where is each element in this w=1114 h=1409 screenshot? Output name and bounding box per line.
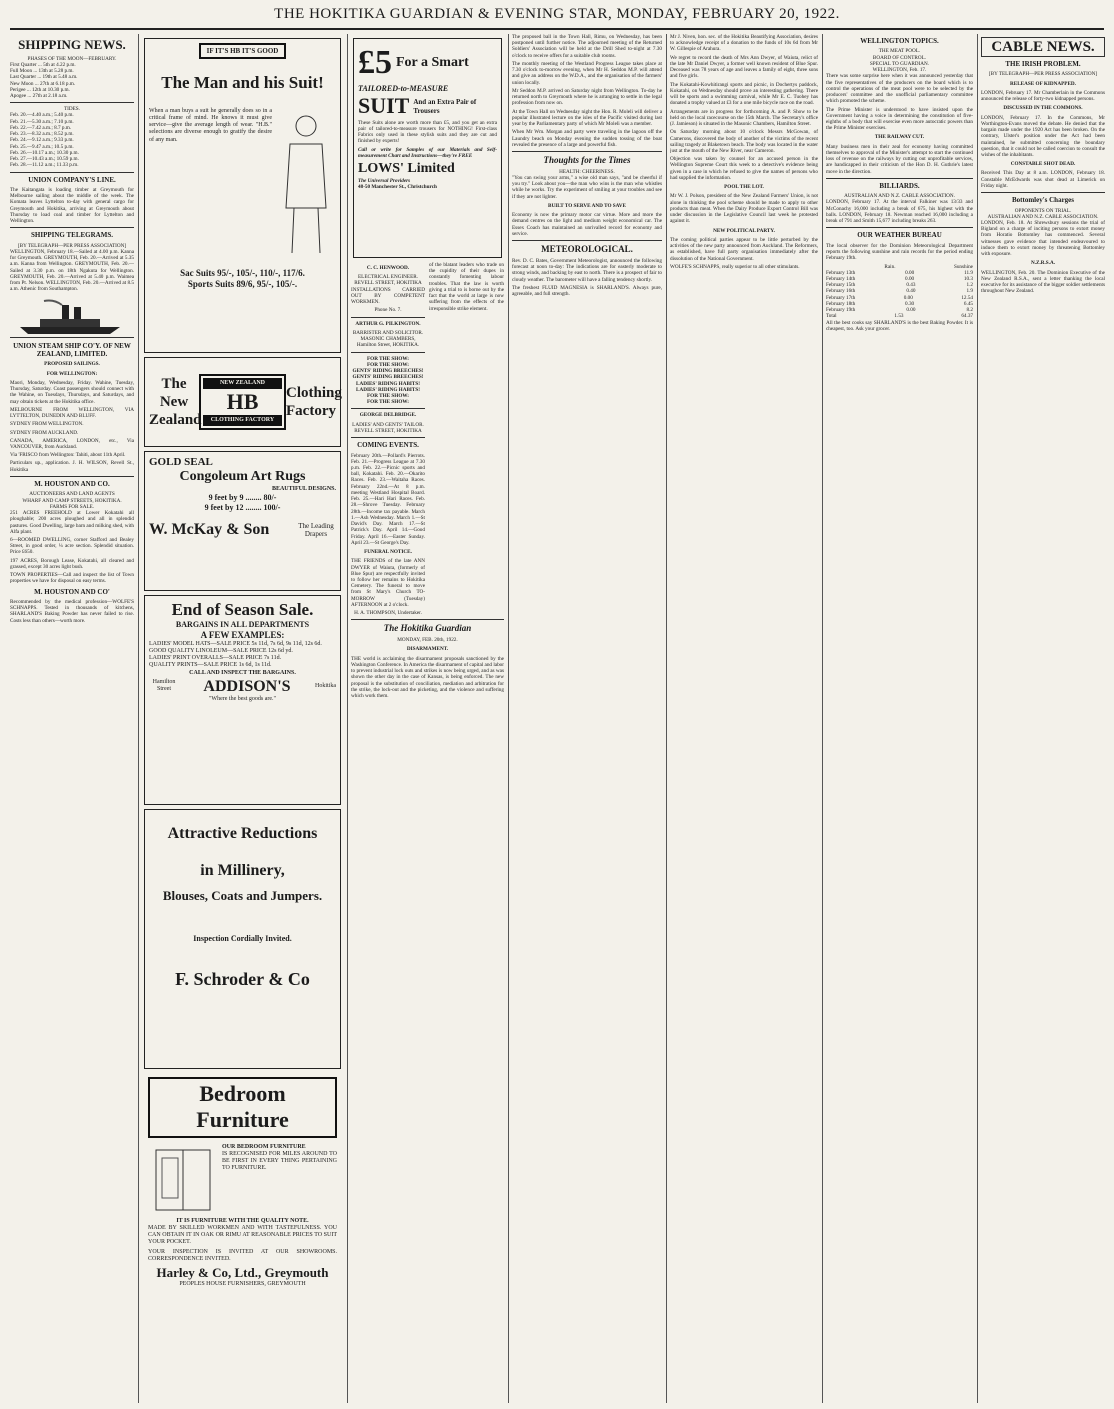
lows-tailored: TAILORED-to-MEASURE <box>358 83 449 93</box>
coming-events-text: February 20th.—Pollard's Pierrots. Feb. 21.—Progress League at 7.30 p.m. Feb. 22.—Picnic sports and ball, Kokatahi. Feb. 20.—Okarito Races. Feb. 23.—Waitaha Races. February 22nd.—At 8 p.m. meeting Westland Hospital Board. Feb. 25.—Hari Hari Races. Feb. 28.—Shrove Tuesday. February 28th.—Income tax payable. March 1.—Ash Wednesday. March 1.—St David's Day. March 17.—St Patrick's Day. April 14.—Good Friday. April 16.—Easter Sunday. April 23.—St George's Day. <box>351 452 425 546</box>
hb-tagline: IF IT'S HB IT'S GOOD <box>199 43 287 59</box>
table-cell: 12.54 <box>961 294 973 301</box>
addisons-name: ADDISON'S <box>203 677 291 695</box>
moon-phase-line: New Moon ... 27th at 6.18 p.m. <box>10 80 76 87</box>
column-rule <box>508 34 509 1403</box>
shipping-news-heading: SHIPPING NEWS. <box>18 37 126 52</box>
show-line: LADIES' RIDING HABITS! <box>356 386 420 393</box>
wolfes-text: WOLFE'S SCHNAPPS, really superior to all other stimulants. <box>670 263 800 270</box>
meteorological-text: Rev. D. C. Bates, Government Meteorologist, announced the following forecast at noon to-day: The indications are for easterly moderate to strong winds, and backing by east to north. There is a prospect of fair to cloudy weather. The barometer will have a falling tendency shortly. <box>512 257 662 283</box>
tides-heading: TIDES. <box>64 106 80 113</box>
henwood-address: REVELL STREET, HOKITIKA <box>354 280 422 287</box>
show-line: GENTS' RIDING BREECHES! <box>352 374 424 381</box>
lows-name: LOWS' Limited <box>358 161 455 177</box>
show-line: LADIES' RIDING HABITS! <box>356 380 420 387</box>
news-item: On Saturday morning about 10 o'clock Messrs McGowan, of Camerons, discovered the body of another of the victims of the recent sailing tragedy at Blaketown beach. The body was located in the water just at the mouth of the New River, near Cameron. <box>670 129 818 154</box>
table-cell: 1.53 <box>894 313 904 320</box>
news-item: The proposed ball in the Town Hall, Rimu, on Wednesday, has been postponed until further notice. The adjourned meeting of the Returned Soldiers' Association will be held at the Drill Shed to-night at 7.30 o'clock to receive offers for a suitable club rooms. <box>512 34 662 59</box>
henwood-heading: C. C. HENWOOD. <box>366 265 410 271</box>
mckay-shop: W. McKay & Son <box>149 521 270 539</box>
lows-suit-ad <box>353 38 502 258</box>
editorial-continuation: of the blatant leaders who trade on the cupidity of their dupes in constantly fomenting labour troubles. That the law is worth giving a trial to is borne out by the fact that the world at large is now suffering from the effects of the irresponsible strike element. <box>429 262 504 312</box>
tide-line: Feb. 28.—11.12 a.m.; 11.33 p.m. <box>10 162 79 169</box>
divider <box>10 172 134 173</box>
tide-line: Feb. 24.—9.12 a.m.; 9.33 p.m. <box>10 137 74 144</box>
guardian-date: MONDAY, FEB. 20th, 1922. <box>397 637 458 644</box>
column-rule <box>822 34 823 1403</box>
tide-line: Feb. 26.—10.17 a.m.; 10.30 p.m. <box>10 149 79 156</box>
masthead: THE HOKITIKA GUARDIAN & EVENING STAR, MONDAY, FEBRUARY 20, 1922. <box>10 6 1104 30</box>
addisons-sale-ad <box>144 595 341 805</box>
sharland-text: All the best cooks say SHARLAND'S is the best Baking Powder. It is cheapest, too. Ask your grocer. <box>826 319 973 332</box>
news-item: The monthly meeting of the Westland Progress League takes place at 7.30 o'clock to-morrow evening, when Mr H. Seddon M.P. will attend and give an address on the W.D.A., and the organisation of the farmers' union locally. <box>512 60 662 86</box>
constable-heading: CONSTABLE SHOT DEAD. <box>1010 161 1076 168</box>
henwood-text: INSTALLATIONS CARRIED OUT BY COMPETENT WORKMEN. <box>351 286 425 306</box>
divider <box>351 408 425 409</box>
steamship-illustration <box>10 297 134 338</box>
table-cell: 1.2 <box>966 282 973 289</box>
table-cell: Rain. <box>884 263 896 270</box>
henwood-phone: Phone No. 7. <box>374 307 402 314</box>
table-cell: February 15th <box>826 282 856 289</box>
sale-line: GOOD QUALITY LINOLEUM—SALE PRICE 12s 6d yd. <box>149 647 293 654</box>
lows-address: 48-50 Manchester St., Christchurch <box>358 184 437 191</box>
rug-price-2: 9 feet by 12 ........ 100/- <box>204 502 281 512</box>
show-line: FOR THE SHOW: <box>367 399 409 406</box>
show-line: GENTS' RIDING BREECHES! <box>352 368 424 375</box>
bottomley-text: LONDON, Feb. 18. At Shrewsbury sessions the trial of Bigland on a charge of inciting persons to extort money from Horatio Bottomley has commenced. Several witnesses gave evidence that intended endeavoured to induce them to extort money by threatening Bottomley with exposure. <box>981 220 1105 258</box>
political-text: The coming political parties appear to be little perturbed by the activities of the new party announced from Auckland. The Reformers, as established, have full party organisation immediately after the dissolution of the National Government. <box>670 236 818 262</box>
harley-name: Harley & Co, Ltd., Greymouth <box>156 1264 329 1280</box>
schroder-millinery-ad <box>144 809 341 1069</box>
examples-heading: A FEW EXAMPLES: <box>200 629 285 640</box>
farm-listing: 251 ACRES FREEHOLD at Lower Kokatahi all ploughable; 200 acres ploughed and all in splendid pastures. Good Dwelling, large barn and milking shed, with Alfa plant. <box>10 510 134 535</box>
moon-phase-line: Apogee ... 27th at 2.18 a.m. <box>10 93 68 99</box>
disarmament-heading: DISARMAMENT. <box>406 646 449 653</box>
wellington-topics-heading: WELLINGTON TOPICS. <box>860 37 939 45</box>
bottomley-heading: Bottomley's Charges <box>1011 196 1075 205</box>
bottomley-source: AUSTRALIAN AND N.Z. CABLE ASSOCIATION. <box>987 213 1099 220</box>
moon-phase-line: Perigee ... 12th at 10.30 p.m. <box>10 86 70 93</box>
pool-lot-heading: POOL THE LOT. <box>724 184 764 191</box>
tide-line: Feb. 21.—5.30 a.m.; 7.10 p.m. <box>10 118 74 125</box>
table-cell: 0.30 <box>905 300 915 307</box>
divider <box>351 437 425 438</box>
fluid-magnesia-text: The freshest FLUID MAGNESIA is SHARLAND'S. Always pure, agreeable, and full strength. <box>512 284 662 298</box>
sale-line: LADIES' MODEL HATS—SALE PRICE 5s 11d, 7s 6d, 9s 11d, 12s 6d. <box>149 640 322 647</box>
divider <box>826 227 973 228</box>
news-item: When Mr Wm. Morgan and party were traveling in the lagoon off the Laundry beach on Monday evening the sudden tossing of the boat revealed the presence of a large and powerful fish. <box>512 129 662 148</box>
column-2 <box>142 34 343 1403</box>
weather-text: The local observer for the Dominion Meteorological Department reports the following sunshine and rain records for the period ending February 19th. <box>826 242 973 262</box>
moon-phases-list <box>10 62 134 99</box>
for-wellington-heading: FOR WELLINGTON: <box>46 370 98 377</box>
pilkington-address: MASONIC CHAMBERS, Hamilton Street, HOKITIKA. <box>356 336 420 349</box>
sydney-route: SYDNEY FROM WELLINGTON. <box>10 421 84 428</box>
hb-sports-prices: Sports Suits 89/6, 95/-, 105/-. <box>187 278 298 289</box>
steamship-icon <box>10 297 134 337</box>
addisons-street: Hamilton Street <box>152 679 176 693</box>
lows-extra: And an Extra Pair of Trousers <box>413 98 477 115</box>
weather-table <box>826 264 973 320</box>
undertaker: H. A. THOMPSON, Undertaker. <box>354 610 422 617</box>
news-item: Mr J. Niven, hon. sec. of the Hokitika Beautifying Association, desires to acknowledge receipt of a donation to the funds of 10s 6d from Mr W. Gillespie of Arahura. <box>670 34 818 53</box>
henwood-sub: ELECTRICAL ENGINEER. <box>357 274 419 281</box>
board-heading: BOARD OF CONTROL. <box>872 54 927 61</box>
addisons-town: Hokitika <box>314 682 336 689</box>
blouses-line: Blouses, Coats and Jumpers. <box>162 888 323 904</box>
table-cell: February 19th <box>826 307 856 314</box>
built-text: Economy is now the primary motor car virtue. More and more the demand centres on the light and medium weight economical car. The Essex Coach has maintained an unrivalled record for economy and service. <box>512 212 662 237</box>
schroder-name: F. Schroder & Co <box>175 968 310 989</box>
nzrsa-heading: N.Z.R.S.A. <box>1030 260 1056 267</box>
end-of-season-title: End of Season Sale. <box>171 600 314 619</box>
column-5 <box>670 34 818 1403</box>
furniture-head: OUR BEDROOM FURNITURE <box>222 1143 306 1150</box>
melbourne-route: MELBOURNE FROM WELLINGTON, VIA LYTTELTON, DUNEDIN AND BLUFF. <box>10 406 134 420</box>
hb-suit-ad <box>144 38 341 353</box>
hb-clothing-factory-ad <box>144 357 341 447</box>
news-item: Objection was taken by counsel for an accused person in the Wellington Supreme Court this week to a detective's evidence being given in a case in which he refused to give the names of persons who had supplied the information. <box>670 156 818 181</box>
column-rule <box>666 34 667 1403</box>
thoughts-heading: Thoughts for the Times <box>543 154 631 165</box>
show-line: FOR THE SHOW: <box>367 361 409 368</box>
rug-price-1: 9 feet by 9 ........ 80/- <box>208 493 277 503</box>
divider <box>826 178 973 179</box>
table-cell: 1.9 <box>966 288 973 295</box>
news-item: Mr Seddon M.P. arrived on Saturday night from Wellington. To-day he returned north to Greymouth where he is arranging to settle in the legal profession from now on. <box>512 87 662 107</box>
table-cell: 0.00 <box>903 294 913 301</box>
billiards-text: LONDON, February 17. At the interval Falkiner was 13/33 and McConachy 16,000 including a break of 675, his highest with the balls. LONDON, February 18. Newman reached 16,000 including a break of 791 and Smith 15,677 including breaks 263. <box>826 199 973 225</box>
billiards-source: AUSTRALIAN AND N.Z. CABLE ASSOCIATION. <box>844 193 955 200</box>
weather-heading: OUR WEATHER BUREAU <box>857 231 942 240</box>
bottomley-sub: OPPONENTS ON TRIAL. <box>1014 207 1072 214</box>
table-cell: 8.2 <box>966 307 973 314</box>
lows-providers: The Universal Providers <box>358 177 411 184</box>
show-lines <box>351 356 425 406</box>
table-cell: February 16th <box>826 288 856 295</box>
editorial-text: THE world is acclaiming the disarmament proposals sanctioned by the Washington Conference. In America the disarmament of capital and labor to prevent industrial lock outs and strikes is now being urged, and as was shown the other day in the case of Kansas, is being enforced. The new proposal is the substitution of conciliation, mediation and arbitration for the strike, the lock-out and the picketing, and the violence and suffering which work them. <box>351 655 504 700</box>
lows-for: For a Smart <box>396 55 469 70</box>
acres-listing: 197 ACRES, Borough Lease, Kokatahi, all cleared and grassed, except 30 acres light bush. <box>10 557 134 570</box>
cable-news-heading: CABLE NEWS. <box>981 37 1105 57</box>
table-cell: February 18th <box>826 300 856 307</box>
made-text: MADE BY SKILLED WORKMEN AND WITH TASTEFULNESS. YOU CAN OBTAIN IT IN OAK OR RIMU AT REASONABLE PRICES TO SUIT YOUR POCKET. <box>148 1224 337 1246</box>
telegrams-heading: SHIPPING TELEGRAMS. <box>31 231 113 240</box>
kidnapped-heading: RELEASE OF KIDNAPPED. <box>1010 80 1076 87</box>
special-heading: SPECIAL TO GUARDIAN. <box>869 60 930 67</box>
call-inspect: CALL AND INSPECT THE BARGAINS. <box>189 669 296 676</box>
mckay-tagline: The Leading Drapers <box>298 521 334 538</box>
divider <box>10 227 134 228</box>
tide-line: Feb. 20.—4.40 a.m.; 5.40 p.m. <box>10 112 74 119</box>
delbridge-address: REVELL STREET, HOKITIKA <box>354 427 422 434</box>
table-cell: 10.3 <box>963 275 973 282</box>
sydney-auckland-route: SYDNEY FROM AUCKLAND. <box>10 429 79 436</box>
sale-line: LADIES' PRINT OVERALLS—SALE PRICE 7s 11d. <box>149 655 282 662</box>
table-cell: 64.37 <box>961 313 973 320</box>
column-1 <box>10 34 134 1403</box>
sale-lines <box>149 641 336 670</box>
billiards-heading: BILLIARDS. <box>879 181 920 190</box>
nzrsa-text: WELLINGTON, Feb. 20. The Dominion Executive of the New Zealand R.S.A., sent a letter thanking the local executive for its assistance of the bigger soldier settlements throughout New Zealand. <box>981 269 1105 295</box>
column-rule <box>138 34 139 1403</box>
pilkington-sub: BARRISTER AND SOLICITOR. <box>352 329 424 336</box>
kidnapped-text: LONDON, February 17. Mr Chamberlain in the Commons announced the release of forty-two kidnapped persons. <box>981 89 1105 103</box>
congoleum-title: Congoleum Art Rugs <box>179 469 306 485</box>
gold-seal-rugs-ad <box>144 451 341 591</box>
table-cell: 0.00 <box>906 307 916 314</box>
farms-heading: FARMS FOR SALE. <box>49 503 95 510</box>
column-7 <box>981 34 1105 1403</box>
lows-suit: SUIT <box>358 93 410 119</box>
table-cell: 0.43 <box>906 282 916 289</box>
tides-list <box>10 112 134 168</box>
divider <box>351 317 425 318</box>
table-cell: February 17th <box>826 294 856 301</box>
hb-logo-bottom: CLOTHING FACTORY <box>203 415 282 426</box>
lows-price: £5 <box>358 44 392 81</box>
bargains-heading: BARGAINS IN ALL DEPARTMENTS <box>175 620 310 630</box>
furniture-text: IS RECOGNISED FOR MILES AROUND TO BE FIRST IN EVERY THING PERTAINING TO FURNITURE. <box>222 1150 337 1172</box>
lows-write: Call or write for Samples of our Materials and Self-measurement Chart and Instructions—they're FREE <box>358 146 497 159</box>
divider <box>981 192 1105 193</box>
pilkington-heading: ARTHUR G. PILKINGTON. <box>355 320 421 327</box>
table-cell: 0.00 <box>905 269 915 276</box>
moon-phase-line: Full Moon ... 13th at 5.28 p.m. <box>10 68 74 75</box>
column-6 <box>826 34 973 1403</box>
meteorological-heading: METEOROLOGICAL. <box>541 244 633 255</box>
town-listing: TOWN PROPERTIES—Call and inspect the list of Town properties we have for disposal on easy terms. <box>10 572 134 585</box>
sale-line: QUALITY PRINTS—SALE PRICE 1s 6d, 1s 11d. <box>149 662 272 669</box>
dwelling-listing: 6—ROOMED DWELLING, corner Stafford and Bealey Street, in good order, ¼ acre section. Splendid situation. Price £650. <box>10 536 134 556</box>
reductions-title: Attractive Reductions <box>167 825 318 842</box>
divider <box>512 151 662 152</box>
hb-new-zealand: The New Zealand <box>149 376 202 428</box>
moon-phases-heading: PHASES OF THE MOON—FEBRUARY. <box>27 55 117 62</box>
funeral-heading: FUNERAL NOTICE. <box>364 549 412 556</box>
railway-text: Many business men in their zeal for economy having committed themselves to approval of the Minister's attempt to start the continued loss of revenue on the railways by cutting out unprofitable services, are handicapped in their criticism of the Hon D. H. Guthrie's latest move in the direction. <box>826 143 973 175</box>
show-line: FOR THE SHOW: <box>367 392 409 399</box>
thoughts-text: "You can swing your arms," a wise old man says, "and be cheerful if you try." Look about you—the man who wins is the man who whistles while he works. Try the experiment of smiling at your troubles and see if they are not lighter. <box>512 175 662 200</box>
harley-furniture-ad <box>144 1073 341 1311</box>
addisons-where: "Where the best goods are." <box>208 695 277 702</box>
hb-logo <box>199 374 286 431</box>
tide-line: Feb. 25.—9.47 a.m.; 10.5 p.m. <box>10 143 74 150</box>
quality-note: IT IS FURNITURE WITH THE QUALITY NOTE. <box>176 1217 309 1224</box>
coming-events-heading: COMING EVENTS. <box>357 441 419 450</box>
show-line: FOR THE SHOW: <box>367 355 409 362</box>
telegrams-text: WELLINGTON, February 18.—Sailed at 4.00 p.m. Kanna for Greymouth. GREYMOUTH, Feb. 20.—Arrived at 5.35 a.m. Kanna from Wellington. GREYMOUTH, Feb. 20.—Sailed at 3.30 p.m. on 18th Ngakuta for Wellington. GREYMOUTH, Feb. 20.—Arrived at 5.40 p.m. Waimea from Pt. Nelson. WELLINGTON, Feb. 20.—Arrived at 8.5 a.m. Athenic from Southampton. <box>10 249 134 293</box>
agent-text: Particulars up., application. J. H. WILSON, Revell St., Hokitika <box>10 460 134 473</box>
commons-text: LONDON, February 17. In the Commons, Mr Worthington-Evans moved the debate. He denied that the bargain made under the 1920 Act has been broken. On the contrary, Ulster's position under the Act had been maintained, he submitted concerning the boundary question, that it could not be called coercion to consult the wishes of the inhabitants. <box>981 114 1105 158</box>
houston-signature: M. HOUSTON AND CO' <box>34 587 110 596</box>
guardian-title: The Hokitika Guardian <box>383 623 472 634</box>
table-cell: Total <box>826 313 837 320</box>
lows-text: These Suits alone are worth more than £5, and you get an extra pair of tailored-to-measure trousers for NOTHING! First-class Fabrics only used in these stylish suits and they are cut and finished by experts! <box>358 119 497 145</box>
millinery-line: in Millinery, <box>200 862 285 880</box>
column-4 <box>512 34 662 1403</box>
hb-clothing-factory: Clothing Factory <box>286 385 342 419</box>
railway-heading: THE RAILWAY CUT. <box>874 134 925 141</box>
column-3 <box>351 34 504 1403</box>
topics-text: There was some surprise here when it was announced yesterday that the five representatives of the producers on the board which is to control the operations of the meat pool were to be selected by the producers' committee and the unofficial parliamentary committee which promoted the scheme. <box>826 73 973 105</box>
table-cell: 6.45 <box>963 300 973 307</box>
houston-address: WHARF AND CAMP STREETS, HOKITIKA. <box>22 497 122 504</box>
dateline: WELLINGTON, Feb. 17. <box>872 67 927 74</box>
table-cell: 0.40 <box>906 288 916 295</box>
cable-source: [BY TELEGRAPH—PER PRESS ASSOCIATION] <box>988 71 1098 78</box>
telegrams-source: [BY TELEGRAPH—PER PRESS ASSOCIATION] <box>17 242 127 249</box>
divider <box>351 619 504 620</box>
houston-heading: M. HOUSTON AND CO. <box>34 479 110 488</box>
sailings-text: Maori, Monday, Wednesday, Friday. Wahine, Tuesday, Thursday, Saturday. Coast passengers should connect with the Wahine, on Tuesdays, Thursdays, and Saturdays, and may obtain tickets at the Hokitika office. <box>10 379 134 405</box>
hb-suit-title: The Man and his Suit! <box>161 73 324 93</box>
union-line-text: The Kaitangata is loading timber at Greymouth for Melbourne sailing about the middle of the week. The Komata leaves Lyttelton to-day with general cargo for Greymouth and Hokitika, arriving at Greymouth about Thursday to load coal and timber for Lyttelton and Wellington. <box>10 186 134 225</box>
table-cell: 0.00 <box>905 275 915 282</box>
column-rule <box>977 34 978 1403</box>
table-cell: 11.9 <box>964 269 973 276</box>
divider <box>10 476 134 477</box>
beautiful-designs: BEAUTIFUL DESIGNS. <box>271 485 336 492</box>
canada-route: CANADA, AMERICA, LONDON, etc., Via VANCOUVER, from Auckland. <box>10 437 134 450</box>
fluid-text: Recommended by the medical profession—WOLFE'S SCHNAPPS. Tested in thousands of kitchens, SHARLAND'S Baking Powder has never failed to rise. Costs less than others—worth more. <box>10 599 134 624</box>
constable-text: Received This Day at 8 a.m. LONDON, February 18. Constable McEdwards was shot dead at Limerick on Friday night. <box>981 170 1105 189</box>
hb-suit-text: When a man buys a suit he generally does so in a critical frame of mind. He knows it must give service—give the average length of wear. "H.B." selections are diverse enough to gratify the desire of any man. <box>149 107 272 143</box>
houston-subheading: AUCTIONEERS AND LAND AGENTS <box>29 491 115 498</box>
commons-heading: DISCUSSED IN THE COMMONS. <box>1003 105 1083 112</box>
moon-phase-line: First Quarter ... 5th at 4.22 p.m. <box>10 61 76 68</box>
news-item: At the Town Hall on Wednesday night the Hon. R. Moleli will deliver a popular illustrated lecture on the isles of the Pacific visited during last year by the Parliamentary party of which Mr Moleli was a member. <box>512 108 662 128</box>
hb-sac-prices: Sac Suits 95/-, 105/-, 110/-, 117/6. <box>180 267 305 278</box>
bedroom-furniture-title: Bedroom Furniture <box>148 1077 337 1138</box>
divider <box>351 352 425 353</box>
proposed-sailings-heading: PROPOSED SAILINGS. <box>44 361 100 368</box>
divider <box>10 102 134 103</box>
thoughts-sub: HEALTH: CHEERINESS. <box>559 168 615 175</box>
wardrobe-illustration <box>148 1144 218 1214</box>
built-heading: BUILT TO SERVE AND TO SAVE <box>548 202 626 209</box>
news-item: The Kokatahi-Kowhitirangi sports and picnic, in Dochertys paddock, Kokatahi, on Wednesday should prove an interesting gathering. There will be sports and a swimming carnival, while Mr E. C. Tuohey has donated a trophy valued at £3 for a one mile bicycle race on the road. <box>670 81 818 107</box>
political-heading: NEW POLITICAL PARTY. <box>713 227 775 234</box>
table-cell: February 14th <box>826 275 856 282</box>
frisco-route: Via 'FRISCO from Wellington: Tahiti, about 11th April. <box>10 452 126 459</box>
harley-sub: PEOPLES HOUSE FURNISHERS, GREYMOUTH <box>179 1280 306 1287</box>
meat-pool-heading: THE MEAT POOL. <box>878 48 921 55</box>
column-rule <box>347 34 348 1403</box>
tide-line: Feb. 27.—10.43 a.m.; 10.59 p.m. <box>10 156 79 163</box>
topics-text: The Prime Minister is understood to have insisted upon the Government having a voice in determining the constitution of five-eighths of a body that will exercise even more autocratic powers than the Prime Minister exercises. <box>826 106 973 132</box>
pool-lot-text: Mr W. J. Polson, president of the New Zealand Farmers' Union, is not alone in thinking the pool scheme should be made to apply to other products than meat. When the Dairy Produce Export Control Bill was under discussion in the Legislative Council last week he protested against it. <box>670 193 818 225</box>
irish-problem-heading: THE IRISH PROBLEM. <box>1005 60 1081 68</box>
table-cell: Sunshine <box>953 263 973 270</box>
news-item: Arrangements are in progress for forthcoming A. and P. Show to be held on the local racecourse on the 15th March. The Secretary's office (J. Jamieson) is situated in the Masonic Chambers, Hamilton Street. <box>670 108 818 128</box>
union-steam-ship-heading: UNION STEAM SHIP CO'Y. OF NEW ZEALAND, LIMITED. <box>13 341 131 359</box>
hb-logo-mark: HB <box>226 388 259 414</box>
inspection-invited: Inspection Cordially Invited. <box>193 933 292 943</box>
delbridge-heading: GEORGE DELBRIDGE. <box>359 412 417 419</box>
moon-phase-line: Last Quarter ... 19th at 5.48 a.m. <box>10 74 78 81</box>
delbridge-sub: LADIES' AND GENTS' TAILOR. <box>352 421 424 428</box>
funeral-text: THE FRIENDS of the late ANN DWYER of Waiuta, (formerly of Blue Spur) are respectfully invited to follow her remains to Hokitika Cemetery. The funeral to move from St Mary's Church TO-MORROW (Tuesday) AFTERNOON at 2 o'clock. <box>351 558 425 608</box>
tide-line: Feb. 22.—7.42 a.m.; 8.7 p.m. <box>10 124 72 131</box>
divider <box>512 240 662 241</box>
invite-text: YOUR INSPECTION IS INVITED AT OUR SHOWROOMS. CORRESPONDENCE INVITED. <box>148 1248 337 1262</box>
union-line-heading: UNION COMPANY'S LINE. <box>28 175 116 184</box>
tide-line: Feb. 23.—8.32 a.m.; 8.52 p.m. <box>10 131 74 138</box>
hb-logo-top: NEW ZEALAND <box>203 378 282 389</box>
news-item: We regret to record the death of Mrs Ann Dwyer, of Waiuta, relict of the late Mr Daniel Dwyer, a former well known resident of Blue Spur. Deceased was 78 years of age and leaves a family of eight, three sons and five girls. <box>670 54 818 80</box>
table-cell: February 13th <box>826 269 856 276</box>
gold-seal-title: GOLD SEAL <box>149 456 213 468</box>
man-in-suit-illustration <box>276 108 336 258</box>
